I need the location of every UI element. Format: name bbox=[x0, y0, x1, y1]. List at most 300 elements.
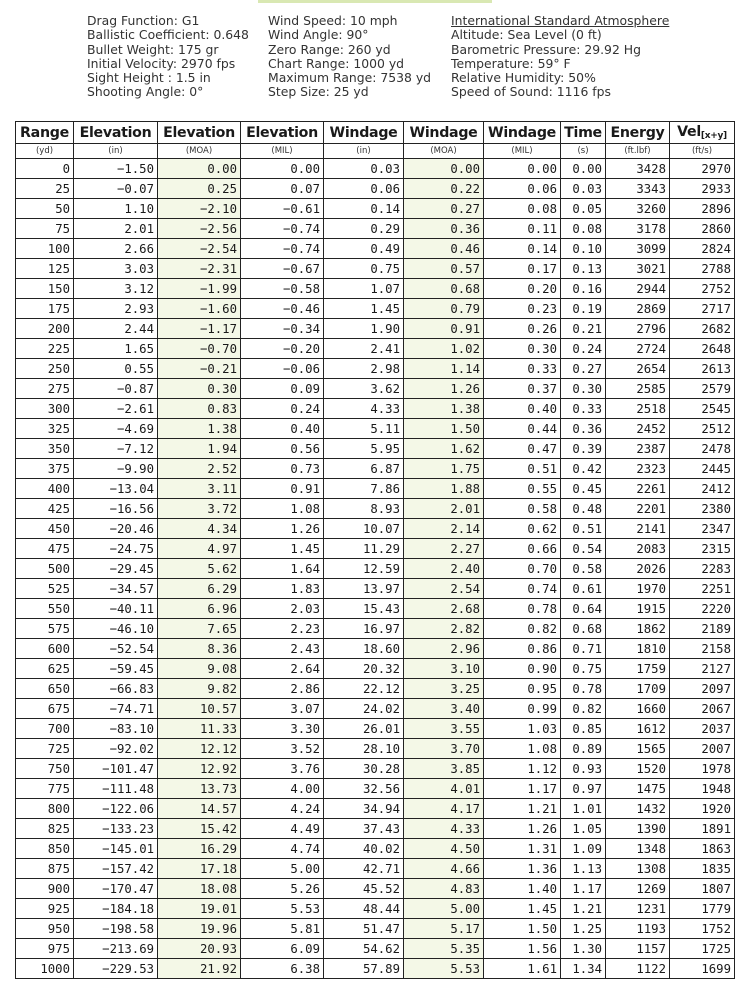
cell-windage-mil: 0.90 bbox=[484, 659, 561, 679]
cell-windage-moa: 0.91 bbox=[404, 319, 484, 339]
param-line: Speed of Sound: 1116 fps bbox=[451, 84, 611, 100]
cell-windage-moa: 3.70 bbox=[404, 739, 484, 759]
cell-windage-in: 16.97 bbox=[324, 619, 404, 639]
cell-windage-mil: 1.50 bbox=[484, 919, 561, 939]
table-row bbox=[16, 259, 735, 279]
cell-range: 1000 bbox=[16, 959, 74, 979]
table-row bbox=[16, 279, 735, 299]
param-line: Relative Humidity: 50% bbox=[451, 70, 596, 86]
cell-energy: 2261 bbox=[606, 479, 670, 499]
cell-range: 650 bbox=[16, 679, 74, 699]
cell-range: 500 bbox=[16, 559, 74, 579]
cell-elevation-moa: 20.93 bbox=[158, 939, 241, 959]
table-row bbox=[16, 619, 735, 639]
cell-windage-mil: 0.33 bbox=[484, 359, 561, 379]
cell-velocity: 2545 bbox=[670, 399, 735, 419]
cell-windage-in: 30.28 bbox=[324, 759, 404, 779]
cell-elevation-mil: −0.06 bbox=[241, 359, 324, 379]
cell-windage-mil: 0.82 bbox=[484, 619, 561, 639]
cell-elevation-moa: 0.83 bbox=[158, 399, 241, 419]
cell-windage-moa: 4.50 bbox=[404, 839, 484, 859]
table-row bbox=[16, 179, 735, 199]
cell-elevation-mil: 0.91 bbox=[241, 479, 324, 499]
cell-elevation-mil: −0.67 bbox=[241, 259, 324, 279]
cell-range: 850 bbox=[16, 839, 74, 859]
cell-elevation-mil: 0.07 bbox=[241, 179, 324, 199]
cell-windage-moa: 4.01 bbox=[404, 779, 484, 799]
cell-time: 0.68 bbox=[561, 619, 606, 639]
cell-elevation-in: −101.47 bbox=[74, 759, 158, 779]
cell-time: 0.13 bbox=[561, 259, 606, 279]
cell-windage-moa: 0.00 bbox=[404, 159, 484, 179]
cell-windage-in: 12.59 bbox=[324, 559, 404, 579]
col-header-energy: Energy bbox=[606, 122, 670, 144]
cell-windage-in: 54.62 bbox=[324, 939, 404, 959]
cell-energy: 2083 bbox=[606, 539, 670, 559]
cell-windage-moa: 0.46 bbox=[404, 239, 484, 259]
cell-elevation-mil: 2.03 bbox=[241, 599, 324, 619]
atmosphere-title-link[interactable]: International Standard Atmosphere bbox=[451, 13, 670, 28]
cell-windage-mil: 1.08 bbox=[484, 739, 561, 759]
cell-elevation-moa: −0.21 bbox=[158, 359, 241, 379]
cell-velocity: 2347 bbox=[670, 519, 735, 539]
cell-range: 50 bbox=[16, 199, 74, 219]
cell-energy: 2944 bbox=[606, 279, 670, 299]
cell-windage-mil: 0.47 bbox=[484, 439, 561, 459]
cell-elevation-moa: −1.17 bbox=[158, 319, 241, 339]
cell-elevation-mil: 2.86 bbox=[241, 679, 324, 699]
cell-elevation-in: 3.03 bbox=[74, 259, 158, 279]
cell-elevation-in: −46.10 bbox=[74, 619, 158, 639]
cell-elevation-moa: 19.96 bbox=[158, 919, 241, 939]
cell-energy: 3099 bbox=[606, 239, 670, 259]
cell-elevation-in: 1.10 bbox=[74, 199, 158, 219]
cell-windage-moa: 2.27 bbox=[404, 539, 484, 559]
cell-time: 0.64 bbox=[561, 599, 606, 619]
cell-energy: 2201 bbox=[606, 499, 670, 519]
col-header-windage-moa: Windage bbox=[404, 122, 484, 144]
cell-energy: 1915 bbox=[606, 599, 670, 619]
cell-time: 0.85 bbox=[561, 719, 606, 739]
cell-elevation-moa: 10.57 bbox=[158, 699, 241, 719]
cell-windage-mil: 1.45 bbox=[484, 899, 561, 919]
cell-elevation-moa: −1.60 bbox=[158, 299, 241, 319]
cell-range: 900 bbox=[16, 879, 74, 899]
cell-elevation-moa: 3.11 bbox=[158, 479, 241, 499]
cell-range: 200 bbox=[16, 319, 74, 339]
cell-range: 250 bbox=[16, 359, 74, 379]
cell-windage-moa: 0.57 bbox=[404, 259, 484, 279]
cell-range: 625 bbox=[16, 659, 74, 679]
cell-energy: 3428 bbox=[606, 159, 670, 179]
cell-range: 575 bbox=[16, 619, 74, 639]
cell-range: 525 bbox=[16, 579, 74, 599]
cell-elevation-in: −34.57 bbox=[74, 579, 158, 599]
cell-elevation-in: −229.53 bbox=[74, 959, 158, 979]
unit-time: (s) bbox=[561, 144, 606, 159]
cell-windage-moa: 0.79 bbox=[404, 299, 484, 319]
cell-elevation-moa: −1.99 bbox=[158, 279, 241, 299]
cell-velocity: 2648 bbox=[670, 339, 735, 359]
param-line: Step Size: 25 yd bbox=[268, 84, 369, 100]
cell-velocity: 2283 bbox=[670, 559, 735, 579]
cell-windage-mil: 0.99 bbox=[484, 699, 561, 719]
unit-windage-moa: (MOA) bbox=[404, 144, 484, 159]
cell-windage-mil: 0.78 bbox=[484, 599, 561, 619]
unit-windage-mil: (MIL) bbox=[484, 144, 561, 159]
cell-elevation-mil: 6.09 bbox=[241, 939, 324, 959]
cell-windage-moa: 1.75 bbox=[404, 459, 484, 479]
table-row bbox=[16, 739, 735, 759]
cell-velocity: 2189 bbox=[670, 619, 735, 639]
cell-windage-in: 18.60 bbox=[324, 639, 404, 659]
cell-windage-in: 8.93 bbox=[324, 499, 404, 519]
cell-windage-moa: 1.38 bbox=[404, 399, 484, 419]
cell-velocity: 1752 bbox=[670, 919, 735, 939]
cell-elevation-in: −7.12 bbox=[74, 439, 158, 459]
cell-elevation-mil: 1.45 bbox=[241, 539, 324, 559]
table-row bbox=[16, 459, 735, 479]
cell-elevation-mil: 3.52 bbox=[241, 739, 324, 759]
cell-elevation-moa: 21.92 bbox=[158, 959, 241, 979]
cell-energy: 1308 bbox=[606, 859, 670, 879]
cell-range: 750 bbox=[16, 759, 74, 779]
cell-elevation-moa: −2.56 bbox=[158, 219, 241, 239]
cell-elevation-in: 3.12 bbox=[74, 279, 158, 299]
table-row bbox=[16, 539, 735, 559]
cell-range: 975 bbox=[16, 939, 74, 959]
cell-windage-moa: 2.40 bbox=[404, 559, 484, 579]
cell-windage-moa: 0.27 bbox=[404, 199, 484, 219]
cell-windage-mil: 1.61 bbox=[484, 959, 561, 979]
cell-elevation-moa: 13.73 bbox=[158, 779, 241, 799]
cell-range: 125 bbox=[16, 259, 74, 279]
cell-elevation-in: −170.47 bbox=[74, 879, 158, 899]
cell-windage-in: 1.07 bbox=[324, 279, 404, 299]
cell-elevation-moa: 5.62 bbox=[158, 559, 241, 579]
cell-velocity: 2412 bbox=[670, 479, 735, 499]
cell-windage-moa: 4.66 bbox=[404, 859, 484, 879]
cell-elevation-moa: 7.65 bbox=[158, 619, 241, 639]
cell-elevation-in: −74.71 bbox=[74, 699, 158, 719]
cell-energy: 1348 bbox=[606, 839, 670, 859]
cell-time: 0.33 bbox=[561, 399, 606, 419]
col-header-time: Time bbox=[561, 122, 606, 144]
cell-windage-in: 11.29 bbox=[324, 539, 404, 559]
cell-energy: 1231 bbox=[606, 899, 670, 919]
cell-energy: 1759 bbox=[606, 659, 670, 679]
cell-velocity: 2752 bbox=[670, 279, 735, 299]
cell-elevation-mil: 0.09 bbox=[241, 379, 324, 399]
cell-time: 0.51 bbox=[561, 519, 606, 539]
cell-velocity: 2717 bbox=[670, 299, 735, 319]
cell-time: 0.36 bbox=[561, 419, 606, 439]
cell-windage-moa: 3.55 bbox=[404, 719, 484, 739]
cell-elevation-mil: −0.74 bbox=[241, 239, 324, 259]
cell-elevation-mil: 1.08 bbox=[241, 499, 324, 519]
cell-windage-mil: 0.14 bbox=[484, 239, 561, 259]
cell-energy: 2141 bbox=[606, 519, 670, 539]
cell-time: 0.45 bbox=[561, 479, 606, 499]
cell-elevation-in: −122.06 bbox=[74, 799, 158, 819]
param-line: Wind Angle: 90° bbox=[268, 27, 369, 43]
cell-windage-moa: 2.54 bbox=[404, 579, 484, 599]
cell-elevation-in: −0.07 bbox=[74, 179, 158, 199]
cell-range: 725 bbox=[16, 739, 74, 759]
cell-elevation-moa: 2.52 bbox=[158, 459, 241, 479]
unit-elevation-mil: (MIL) bbox=[241, 144, 324, 159]
cell-windage-in: 15.43 bbox=[324, 599, 404, 619]
cell-time: 0.89 bbox=[561, 739, 606, 759]
top-accent-bar bbox=[258, 0, 492, 3]
cell-elevation-mil: 4.00 bbox=[241, 779, 324, 799]
table-row bbox=[16, 399, 735, 419]
cell-elevation-mil: 0.56 bbox=[241, 439, 324, 459]
cell-velocity: 2824 bbox=[670, 239, 735, 259]
cell-windage-in: 40.02 bbox=[324, 839, 404, 859]
table-row bbox=[16, 319, 735, 339]
cell-windage-moa: 0.36 bbox=[404, 219, 484, 239]
cell-windage-in: 51.47 bbox=[324, 919, 404, 939]
cell-windage-in: 7.86 bbox=[324, 479, 404, 499]
cell-elevation-in: −184.18 bbox=[74, 899, 158, 919]
table-row bbox=[16, 779, 735, 799]
cell-time: 0.19 bbox=[561, 299, 606, 319]
cell-elevation-moa: 17.18 bbox=[158, 859, 241, 879]
cell-windage-moa: 1.88 bbox=[404, 479, 484, 499]
cell-time: 1.34 bbox=[561, 959, 606, 979]
cell-elevation-moa: 11.33 bbox=[158, 719, 241, 739]
cell-windage-in: 0.06 bbox=[324, 179, 404, 199]
cell-velocity: 2682 bbox=[670, 319, 735, 339]
cell-windage-in: 0.75 bbox=[324, 259, 404, 279]
cell-velocity: 2896 bbox=[670, 199, 735, 219]
cell-time: 0.42 bbox=[561, 459, 606, 479]
cell-windage-in: 28.10 bbox=[324, 739, 404, 759]
cell-windage-mil: 0.74 bbox=[484, 579, 561, 599]
cell-velocity: 2007 bbox=[670, 739, 735, 759]
cell-windage-in: 3.62 bbox=[324, 379, 404, 399]
cell-elevation-mil: 4.49 bbox=[241, 819, 324, 839]
cell-range: 400 bbox=[16, 479, 74, 499]
cell-elevation-moa: 9.08 bbox=[158, 659, 241, 679]
cell-energy: 1970 bbox=[606, 579, 670, 599]
cell-windage-mil: 0.40 bbox=[484, 399, 561, 419]
table-row bbox=[16, 559, 735, 579]
cell-windage-in: 20.32 bbox=[324, 659, 404, 679]
cell-elevation-moa: 19.01 bbox=[158, 899, 241, 919]
cell-energy: 2026 bbox=[606, 559, 670, 579]
cell-elevation-moa: 9.82 bbox=[158, 679, 241, 699]
cell-time: 1.13 bbox=[561, 859, 606, 879]
cell-elevation-mil: 1.83 bbox=[241, 579, 324, 599]
cell-windage-mil: 0.58 bbox=[484, 499, 561, 519]
cell-elevation-in: −145.01 bbox=[74, 839, 158, 859]
col-header-windage-in: Windage bbox=[324, 122, 404, 144]
cell-windage-mil: 0.37 bbox=[484, 379, 561, 399]
cell-velocity: 2315 bbox=[670, 539, 735, 559]
cell-velocity: 2067 bbox=[670, 699, 735, 719]
col-header-range: Range bbox=[16, 122, 74, 144]
cell-elevation-mil: 4.24 bbox=[241, 799, 324, 819]
cell-windage-moa: 1.26 bbox=[404, 379, 484, 399]
cell-velocity: 1948 bbox=[670, 779, 735, 799]
param-line: Shooting Angle: 0° bbox=[87, 84, 204, 100]
cell-elevation-in: −0.87 bbox=[74, 379, 158, 399]
cell-elevation-mil: −0.74 bbox=[241, 219, 324, 239]
cell-elevation-in: −83.10 bbox=[74, 719, 158, 739]
cell-time: 1.01 bbox=[561, 799, 606, 819]
cell-time: 0.71 bbox=[561, 639, 606, 659]
col-header-elevation-mil: Elevation bbox=[241, 122, 324, 144]
cell-elevation-mil: 3.07 bbox=[241, 699, 324, 719]
cell-windage-moa: 0.22 bbox=[404, 179, 484, 199]
unit-elevation-in: (in) bbox=[74, 144, 158, 159]
cell-time: 0.08 bbox=[561, 219, 606, 239]
cell-windage-in: 42.71 bbox=[324, 859, 404, 879]
cell-time: 0.39 bbox=[561, 439, 606, 459]
cell-range: 700 bbox=[16, 719, 74, 739]
cell-range: 675 bbox=[16, 699, 74, 719]
cell-elevation-in: −92.02 bbox=[74, 739, 158, 759]
table-row bbox=[16, 219, 735, 239]
cell-energy: 1157 bbox=[606, 939, 670, 959]
cell-time: 0.58 bbox=[561, 559, 606, 579]
cell-elevation-in: −1.50 bbox=[74, 159, 158, 179]
cell-elevation-moa: 18.08 bbox=[158, 879, 241, 899]
cell-velocity: 2380 bbox=[670, 499, 735, 519]
cell-velocity: 1779 bbox=[670, 899, 735, 919]
cell-velocity: 2097 bbox=[670, 679, 735, 699]
cell-elevation-mil: 5.26 bbox=[241, 879, 324, 899]
cell-energy: 3021 bbox=[606, 259, 670, 279]
cell-windage-mil: 0.70 bbox=[484, 559, 561, 579]
cell-elevation-in: −16.56 bbox=[74, 499, 158, 519]
table-row bbox=[16, 519, 735, 539]
cell-windage-in: 37.43 bbox=[324, 819, 404, 839]
table-row bbox=[16, 299, 735, 319]
cell-velocity: 2220 bbox=[670, 599, 735, 619]
cell-energy: 1810 bbox=[606, 639, 670, 659]
cell-windage-mil: 1.56 bbox=[484, 939, 561, 959]
cell-velocity: 2127 bbox=[670, 659, 735, 679]
table-row bbox=[16, 659, 735, 679]
table-row bbox=[16, 239, 735, 259]
cell-windage-mil: 0.62 bbox=[484, 519, 561, 539]
cell-windage-moa: 2.14 bbox=[404, 519, 484, 539]
cell-windage-mil: 0.44 bbox=[484, 419, 561, 439]
cell-windage-mil: 0.95 bbox=[484, 679, 561, 699]
cell-velocity: 2970 bbox=[670, 159, 735, 179]
cell-energy: 1862 bbox=[606, 619, 670, 639]
cell-elevation-moa: 6.29 bbox=[158, 579, 241, 599]
cell-energy: 2387 bbox=[606, 439, 670, 459]
cell-range: 550 bbox=[16, 599, 74, 619]
cell-windage-moa: 2.01 bbox=[404, 499, 484, 519]
cell-elevation-mil: 0.40 bbox=[241, 419, 324, 439]
table-row bbox=[16, 439, 735, 459]
cell-windage-mil: 0.23 bbox=[484, 299, 561, 319]
cell-windage-in: 5.11 bbox=[324, 419, 404, 439]
cell-time: 0.05 bbox=[561, 199, 606, 219]
cell-energy: 3260 bbox=[606, 199, 670, 219]
cell-velocity: 1725 bbox=[670, 939, 735, 959]
table-row bbox=[16, 879, 735, 899]
table-row bbox=[16, 839, 735, 859]
cell-windage-moa: 4.17 bbox=[404, 799, 484, 819]
cell-energy: 1660 bbox=[606, 699, 670, 719]
param-line: Initial Velocity: 2970 fps bbox=[87, 55, 236, 71]
cell-windage-moa: 4.83 bbox=[404, 879, 484, 899]
table-row bbox=[16, 479, 735, 499]
unit-elevation-moa: (MOA) bbox=[158, 144, 241, 159]
cell-time: 0.10 bbox=[561, 239, 606, 259]
cell-velocity: 2512 bbox=[670, 419, 735, 439]
table-row bbox=[16, 859, 735, 879]
cell-elevation-mil: −0.61 bbox=[241, 199, 324, 219]
cell-range: 275 bbox=[16, 379, 74, 399]
cell-elevation-moa: 12.92 bbox=[158, 759, 241, 779]
cell-energy: 2518 bbox=[606, 399, 670, 419]
cell-elevation-mil: 1.26 bbox=[241, 519, 324, 539]
col-header-windage-mil: Windage bbox=[484, 122, 561, 144]
cell-windage-moa: 3.25 bbox=[404, 679, 484, 699]
cell-time: 1.21 bbox=[561, 899, 606, 919]
col-header-elevation-moa: Elevation bbox=[158, 122, 241, 144]
cell-velocity: 1920 bbox=[670, 799, 735, 819]
table-row bbox=[16, 959, 735, 979]
cell-elevation-in: −133.23 bbox=[74, 819, 158, 839]
cell-elevation-moa: 0.30 bbox=[158, 379, 241, 399]
cell-range: 150 bbox=[16, 279, 74, 299]
cell-energy: 2724 bbox=[606, 339, 670, 359]
cell-time: 0.27 bbox=[561, 359, 606, 379]
cell-velocity: 2788 bbox=[670, 259, 735, 279]
cell-windage-in: 13.97 bbox=[324, 579, 404, 599]
cell-range: 450 bbox=[16, 519, 74, 539]
table-row bbox=[16, 699, 735, 719]
cell-energy: 1269 bbox=[606, 879, 670, 899]
cell-energy: 2585 bbox=[606, 379, 670, 399]
cell-windage-in: 32.56 bbox=[324, 779, 404, 799]
table-row bbox=[16, 819, 735, 839]
cell-range: 375 bbox=[16, 459, 74, 479]
table-row bbox=[16, 199, 735, 219]
cell-elevation-mil: 3.76 bbox=[241, 759, 324, 779]
cell-elevation-in: −157.42 bbox=[74, 859, 158, 879]
cell-range: 875 bbox=[16, 859, 74, 879]
cell-energy: 1193 bbox=[606, 919, 670, 939]
cell-range: 350 bbox=[16, 439, 74, 459]
cell-windage-moa: 3.40 bbox=[404, 699, 484, 719]
cell-range: 800 bbox=[16, 799, 74, 819]
table-row bbox=[16, 719, 735, 739]
cell-elevation-mil: 0.24 bbox=[241, 399, 324, 419]
cell-windage-mil: 0.11 bbox=[484, 219, 561, 239]
table-row bbox=[16, 339, 735, 359]
cell-velocity: 2251 bbox=[670, 579, 735, 599]
table-row bbox=[16, 799, 735, 819]
cell-elevation-moa: 14.57 bbox=[158, 799, 241, 819]
cell-time: 0.93 bbox=[561, 759, 606, 779]
param-line: Drag Function: G1 bbox=[87, 13, 200, 28]
cell-elevation-in: −2.61 bbox=[74, 399, 158, 419]
cell-elevation-mil: 5.53 bbox=[241, 899, 324, 919]
cell-windage-moa: 1.62 bbox=[404, 439, 484, 459]
cell-velocity: 2860 bbox=[670, 219, 735, 239]
cell-windage-in: 34.94 bbox=[324, 799, 404, 819]
cell-range: 0 bbox=[16, 159, 74, 179]
